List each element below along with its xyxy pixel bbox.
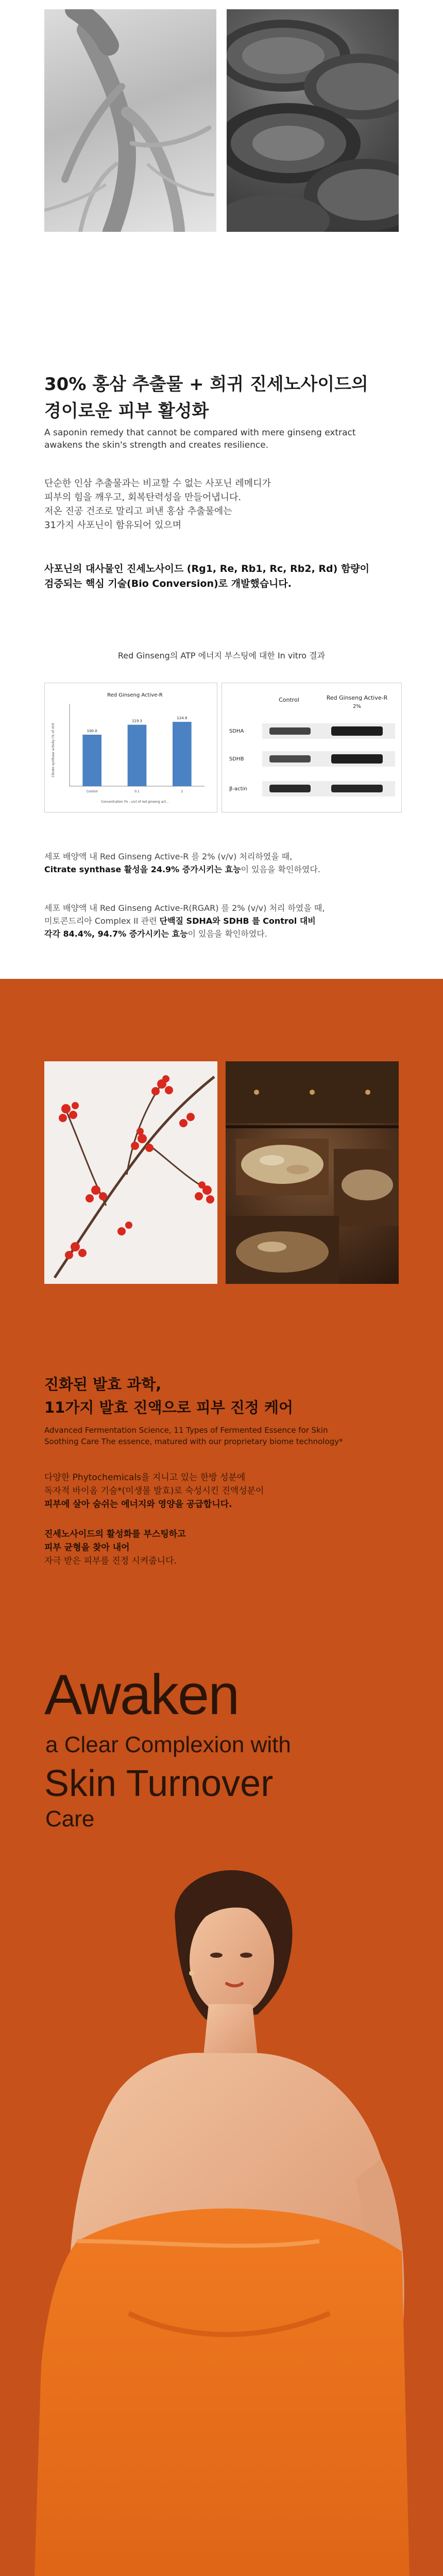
ginseng-heading-line: 경이로운 피부 활성화: [44, 401, 209, 421]
note-text: 이 있음을 확인하였다.: [188, 929, 267, 939]
ginsenoside-highlight: [44, 562, 405, 591]
note-line: 세포 배양액 내 Red Ginseng Active-R(RGAR) 를 2% (v/v) 처리 하였을 때,: [44, 903, 325, 913]
chart-title: Red Ginseng Active-R: [107, 692, 163, 698]
fermentation-heading: [44, 1373, 405, 1419]
note-line: 세포 배양액 내 Red Ginseng Active-R 를 2% (v/v) 처리하였을 때,: [44, 852, 293, 861]
highlight-line: 자극 받은 피부를 진정 시켜줍니다.: [44, 1556, 177, 1566]
chart-bar-value-label: 100.0: [87, 729, 97, 733]
chart-y-label: Citrate synthase activity (% of ctrl): [52, 723, 55, 777]
note-bold: 각각 84.4%, 94.7% 증가시키는 효능: [44, 929, 188, 939]
subtitle-line: Advanced Fermentation Science, 11 Types of Fermented Essence for Skin: [44, 1426, 328, 1435]
note-text: 이 있음을 확인하였다.: [241, 865, 320, 874]
highlight-line: 검증되는 핵심 기술(Bio Conversion)로 개발했습니다.: [44, 578, 292, 589]
ginseng-roots-photo: [44, 9, 216, 232]
hero-line-care: Care: [45, 1806, 95, 1832]
highlight-line: 피부 균형을 찾아 내어: [44, 1543, 130, 1553]
blot-band: [331, 726, 383, 736]
highlight-line: 사포닌의 대사물인 진세노사이드 (Rg1, Re, Rb1, Rc, Rb2, Rd) 함량이: [44, 563, 370, 574]
note-bold: 단백질 SDHA와 SDHB 를 Control 대비: [159, 916, 316, 926]
figure-title: Red Ginseng의 ATP 에너지 부스팅에 대한 In vitro 결과: [117, 651, 326, 660]
chart-category-label: Control: [86, 790, 98, 793]
bar-chart-svg: [45, 683, 218, 813]
subtitle-line: awakens the skin's strength and creates resilience.: [44, 440, 269, 450]
hero-line-skin-turnover: Skin Turnover: [44, 1763, 274, 1804]
ginseng-english-subtitle: [44, 427, 400, 451]
description-line: 단순한 인삼 추출물과는 비교할 수 없는 사포닌 레메디가: [44, 478, 271, 489]
fermentation-english-subtitle: [44, 1425, 405, 1447]
chart-category-label: 0.1: [134, 790, 140, 793]
fermentation-section: [0, 979, 443, 2576]
fermentation-heading-line: 11가지 발효 진액으로 피부 진정 케어: [44, 1399, 294, 1416]
red-berries-photo: [44, 1061, 217, 1284]
chart-x-label: Concentration (% , v/v) of red ginseng act...: [101, 800, 169, 804]
description-line: 피부에 살아 숨쉬는 에너지와 영양을 공급합니다.: [44, 1499, 232, 1510]
description-line: 저온 진공 건조로 말리고 퍼낸 홍삼 추출물에는: [44, 506, 232, 517]
description-line: 독자적 바이옴 기술*(미생물 발효)로 숙성시킨 진액성분이: [44, 1486, 264, 1496]
blot-row-label: SDHA: [229, 728, 244, 734]
note-line: [44, 863, 405, 876]
reishi-mushroom-photo: [227, 9, 399, 232]
citrate-result-note: [44, 850, 405, 876]
chart-bar: [173, 722, 192, 786]
blot-band: [331, 754, 383, 764]
note-bold: Citrate synthase 활성을 24.9% 증가시키는 효능: [44, 865, 241, 874]
blot-band: [269, 727, 311, 735]
highlight-line: 진세노사이드의 활성화를 부스팅하고: [44, 1529, 186, 1539]
fermentation-heading-line: 진화된 발효 과학,: [44, 1376, 162, 1393]
chart-bar: [82, 735, 101, 786]
ginseng-heading: [44, 371, 400, 425]
description-line: 31가지 사포닌이 함유되어 있으며: [44, 520, 182, 531]
blot-band: [331, 785, 383, 792]
fermentation-highlight: [44, 1528, 405, 1568]
hero-word-awaken: Awaken: [44, 1663, 239, 1726]
chart-category-label: 2: [181, 790, 183, 793]
herbal-drawers-photo: [226, 1061, 399, 1284]
chart-bar: [128, 725, 147, 786]
blot-row-label: β-actin: [229, 786, 247, 792]
ginseng-description: [44, 477, 400, 532]
model-portrait: [0, 1850, 443, 2576]
hero-line-clear-complexion: a Clear Complexion with: [45, 1732, 291, 1757]
chart-bar-value-label: 119.3: [131, 719, 143, 723]
description-line: 피부의 힘을 깨우고, 회복탄력성을 만들어냅니다.: [44, 492, 242, 503]
chart-bar-value-label: 124.9: [177, 716, 188, 721]
western-blot-panel: [222, 683, 402, 812]
blot-col-control: Control: [279, 697, 299, 703]
subtitle-line: A saponin remedy that cannot be compared with mere ginseng extract: [44, 428, 356, 438]
note-line: [44, 927, 415, 940]
blot-col-treat-conc: 2%: [353, 704, 361, 709]
ginseng-section: [0, 0, 443, 979]
citrate-synthase-chart: [44, 683, 217, 812]
description-line: 다양한 Phytochemicals을 지니고 있는 한방 성분에: [44, 1472, 246, 1483]
fermentation-description: [44, 1471, 405, 1511]
sdh-result-note: [44, 902, 415, 940]
ginseng-heading-line: 30% 홍삼 추출물 + 희귀 진세노사이드의: [44, 374, 368, 395]
blot-band: [269, 755, 311, 762]
blot-band: [269, 785, 311, 792]
note-text: 미토콘드리아 Complex II 관련: [44, 916, 160, 926]
note-line: [44, 914, 415, 927]
chart-bars: [82, 716, 191, 793]
blot-row-label: SDHB: [229, 756, 244, 762]
blot-col-treat: Red Ginseng Active-R: [326, 694, 388, 701]
subtitle-line: Soothing Care The essence, matured with our proprietary biome technology*: [44, 1437, 343, 1446]
